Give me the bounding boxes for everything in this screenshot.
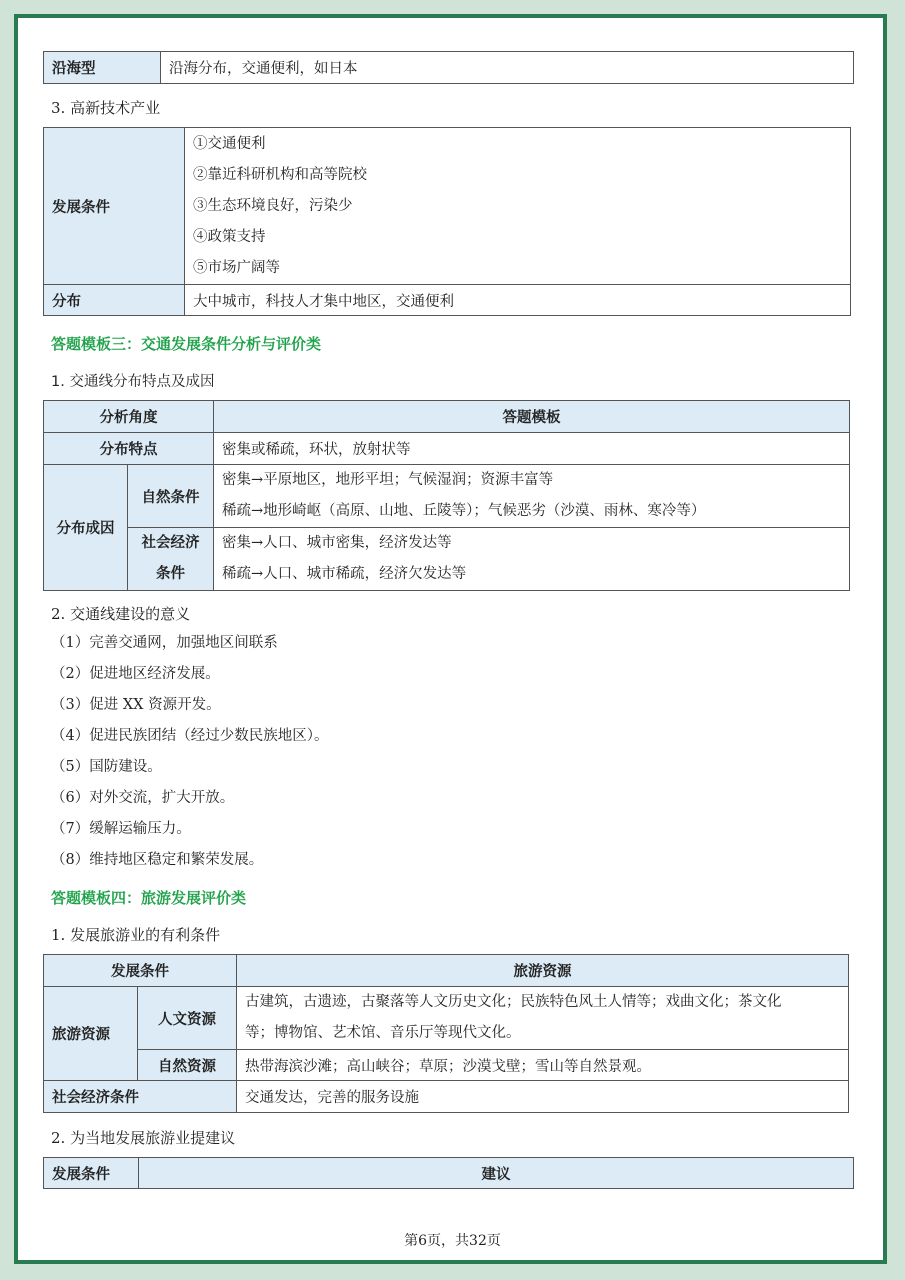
coastal-label: 沿海型 — [44, 52, 161, 84]
social-label: 条件 — [156, 566, 185, 582]
human-label: 人文资源 — [138, 987, 237, 1050]
hightech-table — [43, 127, 851, 316]
list-item: （3）促进 XX 资源开发。 — [51, 697, 221, 713]
social-label: 社会经济 — [141, 535, 200, 551]
template3-section2-title: 2. 交通线建设的意义 — [51, 605, 191, 623]
transport-table — [43, 400, 850, 591]
template3-title: 答题模板三：交通发展条件分析与评价类 — [51, 335, 322, 353]
resource-label: 旅游资源 — [44, 987, 138, 1081]
transport-col1-header: 分析角度 — [44, 401, 214, 433]
template4-section2-title: 2. 为当地发展旅游业提建议 — [51, 1129, 236, 1147]
nature-value: 热带海滨沙滩；高山峡谷；草原；沙漠戈壁；雪山等自然景观。 — [237, 1050, 849, 1081]
natural-line: 稀疏→地形崎岖（高原、山地、丘陵等）；气候恶劣（沙漠、雨林、寒冷等） — [222, 503, 706, 519]
suggestion-table — [43, 1157, 854, 1189]
meanings-list — [51, 628, 328, 876]
suggestion-col2-header: 建议 — [139, 1158, 854, 1189]
tourism-table — [43, 954, 849, 1113]
hightech-condition: ②靠近科研机构和高等院校 — [193, 166, 367, 183]
list-item: （5）国防建设。 — [51, 759, 162, 775]
template3-section1-title: 1. 交通线分布特点及成因 — [51, 374, 215, 390]
hightech-distribution-label: 分布 — [44, 285, 185, 316]
list-item: （7）缓解运输压力。 — [51, 821, 191, 837]
hightech-distribution-value: 大中城市，科技人才集中地区，交通便利 — [185, 285, 851, 316]
list-item: （1）完善交通网，加强地区间联系 — [51, 635, 278, 651]
hightech-condition: ①交通便利 — [193, 135, 266, 152]
feature-value: 密集或稀疏，环状，放射状等 — [214, 433, 850, 465]
nature-label: 自然资源 — [138, 1050, 237, 1081]
feature-label: 分布特点 — [44, 433, 214, 465]
social-line: 稀疏→人口、城市稀疏，经济欠发达等 — [222, 566, 467, 582]
transport-col2-header: 答题模板 — [214, 401, 850, 433]
human-line: 古建筑，古遗迹，古聚落等人文历史文化；民族特色风土人情等；戏曲文化；茶文化 — [245, 994, 782, 1010]
tourism-social-value: 交通发达，完善的服务设施 — [237, 1081, 849, 1113]
cause-label: 分布成因 — [44, 465, 128, 591]
list-item: （2）促进地区经济发展。 — [51, 666, 220, 682]
suggestion-col1-header: 发展条件 — [44, 1158, 139, 1189]
hightech-condition: ④政策支持 — [193, 228, 266, 245]
template4-section1-title: 1. 发展旅游业的有利条件 — [51, 926, 221, 944]
template4-title: 答题模板四：旅游发展评价类 — [51, 889, 247, 907]
tourism-col2-header: 旅游资源 — [237, 955, 849, 987]
coastal-table — [43, 51, 854, 84]
list-item: （6）对外交流，扩大开放。 — [51, 790, 235, 806]
list-item: （4）促进民族团结（经过少数民族地区）。 — [51, 728, 329, 744]
human-line: 等；博物馆、艺术馆、音乐厅等现代文化。 — [245, 1025, 521, 1041]
social-line: 密集→人口、城市密集，经济发达等 — [222, 535, 452, 551]
hightech-condition-label: 发展条件 — [44, 128, 185, 285]
hightech-condition: ⑤市场广阔等 — [193, 259, 280, 276]
tourism-col1-header: 发展条件 — [44, 955, 237, 987]
coastal-value: 沿海分布，交通便利，如日本 — [161, 52, 854, 84]
list-item: （8）维持地区稳定和繁荣发展。 — [51, 852, 264, 868]
tourism-social-label: 社会经济条件 — [44, 1081, 237, 1113]
natural-label: 自然条件 — [128, 465, 214, 528]
hightech-title: 3. 高新技术产业 — [51, 99, 161, 117]
hightech-condition: ③生态环境良好，污染少 — [193, 197, 353, 214]
natural-line: 密集→平原地区，地形平坦；气候湿润；资源丰富等 — [222, 472, 554, 488]
page-footer: 第6页，共32页 — [404, 1233, 501, 1249]
